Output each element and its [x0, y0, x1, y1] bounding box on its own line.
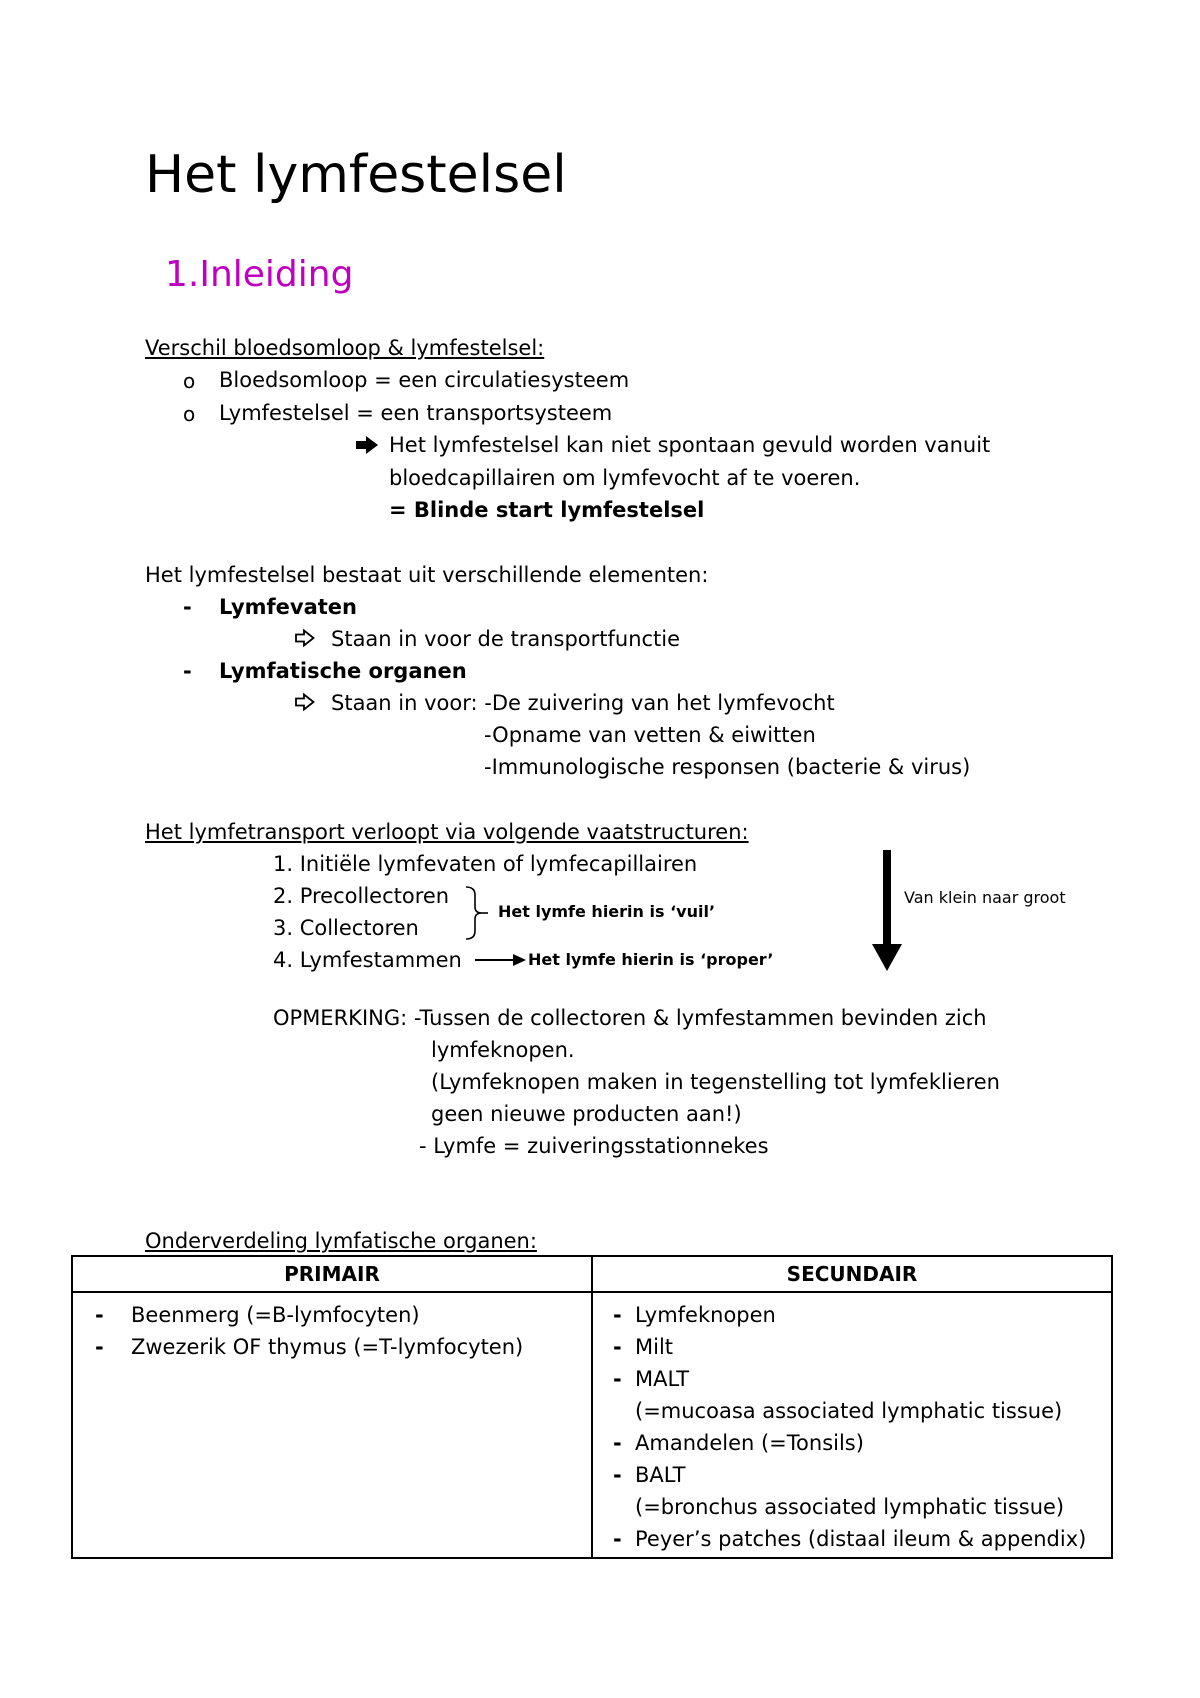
opmerking-line2: lymfeknopen.	[431, 1038, 575, 1062]
arrow-down-icon	[871, 850, 903, 972]
transport-step-2: 2. Precollectoren	[273, 884, 450, 908]
list-item: - Milt	[593, 1331, 1111, 1363]
list-item-continuation: (=bronchus associated lymphatic tissue)	[635, 1495, 1065, 1519]
verschil-item-bloedsomloop: Bloedsomloop = een circulatiesysteem	[219, 368, 630, 392]
list-item: - MALT	[593, 1363, 1111, 1395]
bullet-o: o	[183, 402, 196, 426]
list-item-continuation: (=mucoasa associated lymphatic tissue)	[635, 1399, 1063, 1423]
transport-size-note: Van klein naar groot	[904, 888, 1066, 907]
verschil-heading: Verschil bloedsomloop & lymfestelsel:	[145, 336, 545, 360]
bold-arrow-icon	[355, 435, 379, 455]
bullet-dash: -	[183, 659, 192, 683]
transport-brace-note: Het lymfe hierin is ‘vuil’	[498, 902, 716, 921]
outline-arrow-icon	[295, 629, 315, 647]
transport-heading: Het lymfetransport verloopt via volgende vaatstructuren:	[145, 820, 749, 844]
list-item: - Lymfeknopen	[593, 1299, 1111, 1331]
verschil-arrow-line1: Het lymfestelsel kan niet spontaan gevuld worden vanuit	[389, 433, 991, 457]
column-header-secundair: SECUNDAIR	[592, 1256, 1112, 1292]
opmerking-line3: (Lymfeknopen maken in tegenstelling tot lymfeklieren	[431, 1070, 1000, 1094]
bullet-dash: -	[613, 1431, 622, 1455]
transport-step-4: 4. Lymfestammen	[273, 948, 462, 972]
secundair-cell	[592, 1292, 1112, 1558]
bullet-dash: -	[613, 1303, 622, 1327]
elementen-item-lymfatische-organen: Lymfatische organen	[219, 659, 467, 683]
section-heading-inleiding: 1.Inleiding	[165, 254, 354, 295]
opmerking-line4: geen nieuwe producten aan!)	[431, 1102, 742, 1126]
bullet-dash: -	[613, 1527, 622, 1551]
page-title: Het lymfestelsel	[145, 145, 567, 205]
arrow-right-icon	[475, 953, 527, 967]
transport-step-1: 1. Initiële lymfevaten of lymfecapillairen	[273, 852, 698, 876]
verschil-conclusion: = Blinde start lymfestelsel	[389, 498, 705, 522]
list-item: - Amandelen (=Tonsils)	[593, 1427, 1111, 1459]
elementen-item2-detail-3: -Immunologische responsen (bacterie & virus)	[484, 755, 971, 779]
primair-cell	[72, 1292, 592, 1558]
list-item: - BALT	[593, 1459, 1111, 1491]
elementen-item2-detail: Staan in voor: -De zuivering van het lymfevocht	[331, 691, 835, 715]
column-header-primair: PRIMAIR	[72, 1256, 592, 1292]
brace-icon	[465, 885, 489, 941]
verschil-arrow-line2: bloedcapillairen om lymfevocht af te voeren.	[389, 466, 861, 490]
verschil-item-lymfestelsel: Lymfestelsel = een transportsysteem	[219, 401, 613, 425]
transport-arrow-note: Het lymfe hierin is ‘proper’	[528, 950, 774, 969]
elementen-intro: Het lymfestelsel bestaat uit verschillende elementen:	[145, 563, 709, 587]
bullet-o: o	[183, 369, 196, 393]
onderverdeling-heading: Onderverdeling lymfatische organen:	[145, 1229, 537, 1253]
transport-step-3: 3. Collectoren	[273, 916, 419, 940]
elementen-item1-detail: Staan in voor de transportfunctie	[331, 627, 681, 651]
bullet-dash: -	[613, 1463, 622, 1487]
bullet-dash: -	[613, 1335, 622, 1359]
list-item: - Zwezerik OF thymus (=T-lymfocyten)	[73, 1331, 591, 1363]
bullet-dash: -	[613, 1367, 622, 1391]
table-header-row	[72, 1256, 1112, 1292]
organen-table	[71, 1255, 1113, 1559]
table-row	[72, 1292, 1112, 1558]
opmerking-line1: OPMERKING: -Tussen de collectoren & lymfestammen bevinden zich	[273, 1006, 987, 1030]
opmerking-line5: - Lymfe = zuiveringsstationnekes	[419, 1134, 769, 1158]
elementen-item-lymfevaten: Lymfevaten	[219, 595, 357, 619]
list-item: - Beenmerg (=B-lymfocyten)	[73, 1299, 591, 1331]
elementen-item2-detail-2: -Opname van vetten & eiwitten	[484, 723, 816, 747]
bullet-dash: -	[183, 595, 192, 619]
bullet-dash: -	[95, 1335, 104, 1359]
outline-arrow-icon	[295, 693, 315, 711]
bullet-dash: -	[95, 1303, 104, 1327]
list-item: - Peyer’s patches (distaal ileum & appendix)	[593, 1523, 1111, 1555]
